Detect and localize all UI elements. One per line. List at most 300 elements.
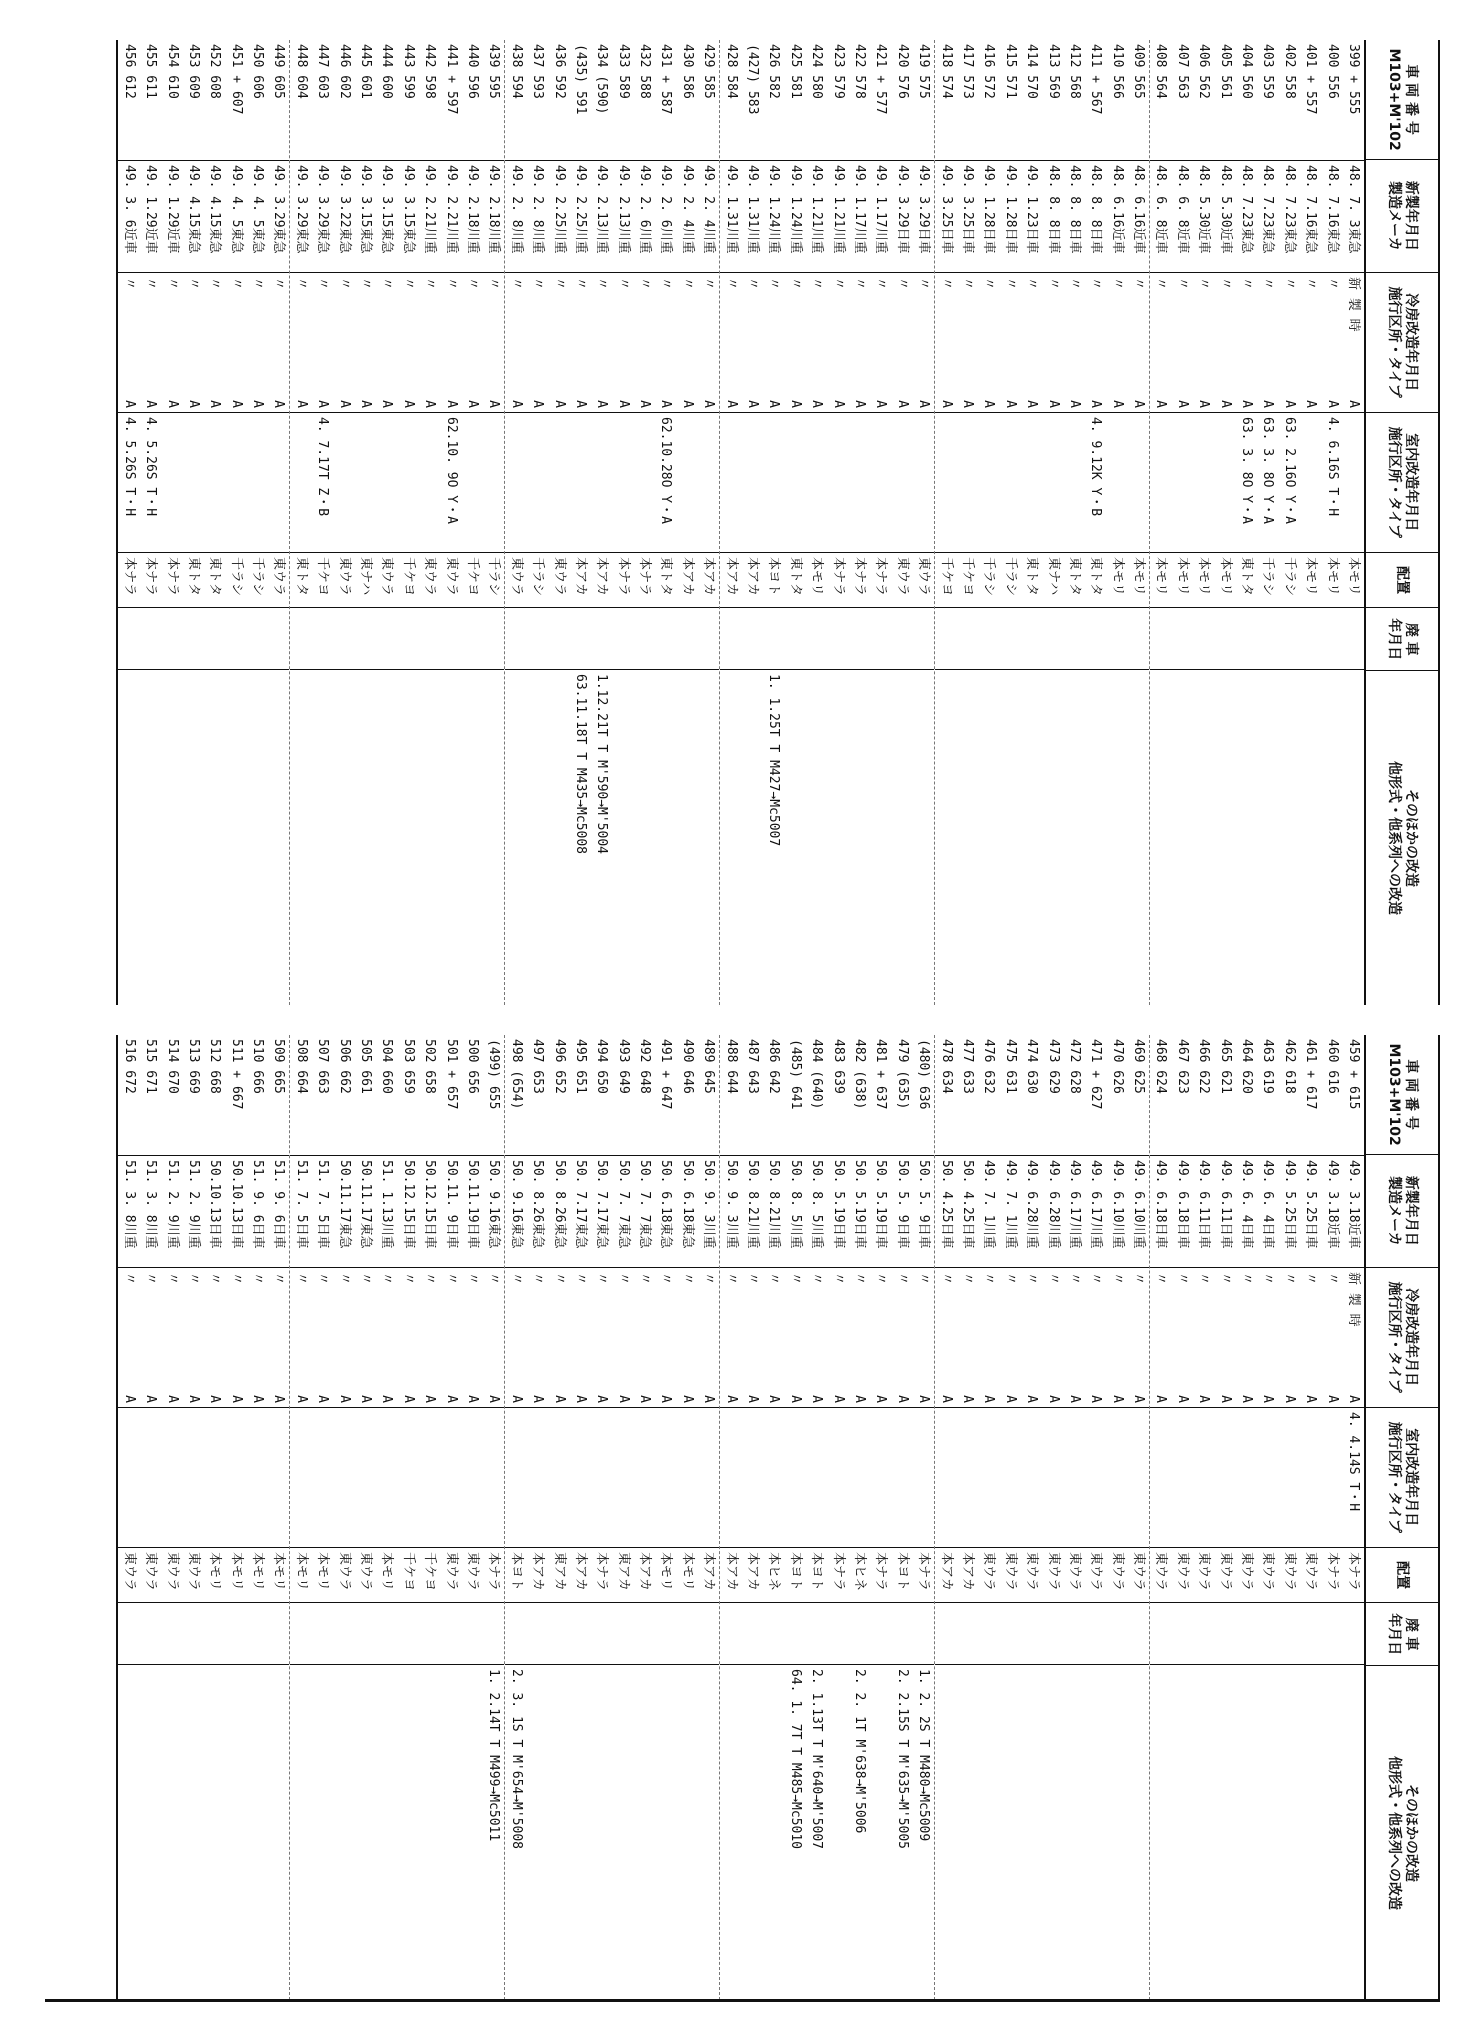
mfg-date-cell: 50. 8. 5川重 <box>784 1155 805 1267</box>
car-no-cell: 445 601 <box>358 44 374 99</box>
car-no-cell: 463 619 <box>1260 1039 1276 1094</box>
deleted-date-cell <box>891 607 912 669</box>
ac-mod-cell <box>225 272 246 412</box>
depot-cell: 本ナラ <box>118 552 139 607</box>
car-no-cell: 506 662 <box>336 1039 352 1094</box>
interior-mod-cell <box>548 412 569 552</box>
ac-mod-text: 〃 <box>981 277 997 291</box>
car-no-cell: 508 664 <box>293 1039 309 1094</box>
ac-mod-cell <box>1021 272 1042 412</box>
table-row <box>677 1035 698 2000</box>
header-other-r-line2: 他形式・他系列への改造 <box>1386 1756 1402 1911</box>
ac-mod-cell <box>183 272 204 412</box>
interior-mod-cell <box>527 412 548 552</box>
other-mod-cell <box>698 669 719 1005</box>
ac-mod-text: 新 製 時 <box>1346 1272 1361 1327</box>
deleted-date-cell <box>355 607 376 669</box>
interior-mod-cell <box>419 412 440 552</box>
deleted-date-cell <box>1128 607 1149 669</box>
ac-mod-cell <box>419 272 440 412</box>
ac-mod-text: 〃 <box>508 277 524 291</box>
ac-mod-cell <box>870 1267 891 1407</box>
table-row <box>312 40 333 1005</box>
ac-mod-cell <box>1193 1267 1214 1407</box>
car-no-cell: 503 659 <box>400 1039 416 1094</box>
interior-mod-cell <box>183 1407 204 1547</box>
other-mod-cell <box>742 669 763 1005</box>
other-mod-cell: 2. 1.13T T M'640→M'5007 <box>806 1664 827 2000</box>
table-row <box>591 40 612 1005</box>
table-row <box>1128 1035 1149 2000</box>
depot-cell: 東トタ <box>290 552 311 607</box>
ac-mod-text: 〃 <box>1303 1272 1319 1286</box>
ac-mod-text: 〃 <box>358 1272 374 1286</box>
ac-type: A <box>508 400 524 408</box>
ac-mod-cell <box>677 272 698 412</box>
depot-cell: 本モリ <box>1171 552 1192 607</box>
mfg-date-cell: 48. 5.30近車 <box>1193 160 1214 272</box>
mfg-date-cell: 49. 3.29日車 <box>913 160 934 272</box>
car-no-cell: 504 660 <box>379 1039 395 1094</box>
depot-cell: 東ウラ <box>268 552 289 607</box>
car-no-cell: (485) 641 <box>787 1039 803 1110</box>
depot-cell: 千ラシ <box>999 552 1020 607</box>
ac-mod-text: 〃 <box>679 277 695 291</box>
deleted-date-cell <box>1171 607 1192 669</box>
ac-mod-cell <box>527 272 548 412</box>
car-no-cell: 447 603 <box>315 44 331 99</box>
ac-mod-text: 〃 <box>1109 1272 1125 1286</box>
car-no-cell: 428 584 <box>723 44 739 99</box>
interior-mod-cell <box>935 412 956 552</box>
table-row <box>849 40 870 1005</box>
interior-mod-cell: 62.10. 9O Y・A <box>440 412 461 552</box>
mfg-date-cell: 49. 1.28日車 <box>999 160 1020 272</box>
ac-mod-text: 〃 <box>1303 277 1319 291</box>
table-header-right <box>1364 1035 1440 2000</box>
table-row <box>763 40 784 1005</box>
ac-mod-cell <box>483 1267 504 1407</box>
deleted-date-cell <box>118 607 139 669</box>
ac-type: A <box>1217 400 1233 408</box>
mfg-date-cell: 49. 1.28日車 <box>978 160 999 272</box>
ac-mod-text: 〃 <box>830 1272 846 1286</box>
ac-type: A <box>745 400 761 408</box>
depot-cell: 東ウラ <box>1021 1547 1042 1602</box>
mfg-date-cell: 49. 4.15東急 <box>204 160 225 272</box>
table-row <box>462 1035 483 2000</box>
ac-type: A <box>185 400 201 408</box>
ac-mod-cell <box>204 272 225 412</box>
interior-mod-cell <box>505 412 526 552</box>
ac-mod-cell <box>806 272 827 412</box>
ac-type: A <box>530 400 546 408</box>
ac-mod-text: 〃 <box>121 277 137 291</box>
deleted-date-cell <box>290 607 311 669</box>
mfg-date-cell: 48. 5.30近車 <box>1214 160 1235 272</box>
header-other-line1: そのほかの改造 <box>1403 789 1419 888</box>
depot-cell: 本モリ <box>1300 552 1321 607</box>
ac-mod-cell <box>1106 1267 1127 1407</box>
ac-mod-text: 〃 <box>959 277 975 291</box>
other-mod-cell <box>999 669 1020 1005</box>
depot-cell: 本アカ <box>634 1547 655 1602</box>
table-row <box>247 1035 268 2000</box>
interior-mod-cell <box>1128 1407 1149 1547</box>
other-mod-cell <box>118 1664 139 2000</box>
ac-type: A <box>443 1395 459 1403</box>
mfg-date-cell: 49. 2.25川重 <box>548 160 569 272</box>
interior-mod-cell <box>655 1407 676 1547</box>
table-row <box>1171 1035 1192 2000</box>
mfg-date-cell: 50. 6.18東急 <box>677 1155 698 1267</box>
other-mod-cell <box>397 1664 418 2000</box>
ac-mod-cell <box>570 272 591 412</box>
ac-type: A <box>551 400 567 408</box>
ac-mod-text: 〃 <box>293 277 309 291</box>
car-no-cell: 473 629 <box>1045 1039 1061 1094</box>
mfg-date-cell: 49. 2.21川重 <box>440 160 461 272</box>
ac-type: A <box>443 400 459 408</box>
ac-mod-cell <box>1214 272 1235 412</box>
interior-mod-cell <box>397 1407 418 1547</box>
depot-cell: 東ウラ <box>140 1547 161 1602</box>
interior-mod-cell <box>1106 1407 1127 1547</box>
depot-cell: 東ナハ <box>355 552 376 607</box>
car-no-cell: 476 632 <box>981 1039 997 1094</box>
depot-cell: 本モリ <box>1343 552 1364 607</box>
other-mod-cell <box>1021 669 1042 1005</box>
ac-type: A <box>766 1395 782 1403</box>
table-row <box>612 1035 633 2000</box>
car-no-cell: 411 + 567 <box>1088 44 1104 115</box>
ac-type: A <box>1239 1395 1255 1403</box>
car-no-cell: 459 + 615 <box>1346 1039 1361 1110</box>
car-no-cell: 438 594 <box>508 44 524 99</box>
interior-mod-cell <box>1278 1407 1299 1547</box>
ac-type: A <box>981 1395 997 1403</box>
other-mod-cell <box>698 1664 719 2000</box>
depot-cell: 本アカ <box>698 552 719 607</box>
deleted-date-cell <box>247 1602 268 1664</box>
header-depot <box>1366 552 1438 608</box>
header-ac-r <box>1366 1267 1438 1407</box>
interior-mod-cell: 4. 5.26S T・H <box>140 412 161 552</box>
deleted-date-cell <box>763 1602 784 1664</box>
car-no-cell: 422 578 <box>852 44 868 99</box>
depot-cell: 東ナハ <box>1042 552 1063 607</box>
ac-mod-cell <box>957 1267 978 1407</box>
depot-cell: 東トタ <box>1085 552 1106 607</box>
ac-mod-cell <box>913 1267 934 1407</box>
interior-mod-cell: 63. 3. 8O Y・A <box>1236 412 1257 552</box>
ac-mod-cell <box>1343 272 1364 412</box>
car-no-cell: 402 558 <box>1281 44 1297 99</box>
other-mod-cell <box>1343 669 1364 1005</box>
ac-type: A <box>207 400 223 408</box>
deleted-date-cell <box>483 607 504 669</box>
ac-type: A <box>164 400 180 408</box>
header-mfg-r-line2: 製造メーカ <box>1386 1176 1402 1246</box>
interior-mod-cell <box>118 1407 139 1547</box>
mfg-date-cell: 49. 3.15東急 <box>376 160 397 272</box>
table-row <box>1064 1035 1085 2000</box>
ac-type: A <box>250 1395 266 1403</box>
mfg-date-cell: 49. 2. 6川重 <box>634 160 655 272</box>
mfg-date-cell: 51. 7. 5日車 <box>312 1155 333 1267</box>
interior-mod-cell <box>612 1407 633 1547</box>
header-interior-line2: 施行区所・タイプ <box>1386 426 1402 538</box>
depot-cell: 千ケヨ <box>935 552 956 607</box>
ac-mod-text: 〃 <box>1217 277 1233 291</box>
table-row <box>719 40 741 1005</box>
table-row <box>548 1035 569 2000</box>
ac-type: A <box>1281 400 1297 408</box>
ac-type: A <box>572 1395 588 1403</box>
car-no-cell: 431 + 587 <box>658 44 674 115</box>
deleted-date-cell <box>1021 1602 1042 1664</box>
car-no-cell: 400 556 <box>1324 44 1340 99</box>
interior-mod-cell <box>634 1407 655 1547</box>
depot-cell: 本ヒネ <box>849 1547 870 1602</box>
ac-mod-text: 〃 <box>1002 277 1018 291</box>
right-border-rule <box>45 1999 1440 2002</box>
deleted-date-cell <box>440 1602 461 1664</box>
car-no-cell: 452 608 <box>207 44 223 99</box>
other-mod-cell <box>1193 669 1214 1005</box>
ac-mod-text: 〃 <box>894 1272 910 1286</box>
interior-mod-cell <box>870 1407 891 1547</box>
mfg-date-cell: 48. 8. 8日車 <box>1042 160 1063 272</box>
table-row <box>483 40 504 1005</box>
ac-type: A <box>873 1395 889 1403</box>
ac-mod-text: 〃 <box>143 277 159 291</box>
ac-type: A <box>894 400 910 408</box>
mfg-date-cell: 50. 5. 9日車 <box>913 1155 934 1267</box>
interior-mod-cell <box>891 1407 912 1547</box>
ac-mod-text: 〃 <box>1174 1272 1190 1286</box>
car-no-cell: 455 611 <box>143 44 159 99</box>
deleted-date-cell <box>440 607 461 669</box>
deleted-date-cell <box>1214 607 1235 669</box>
depot-cell: 本モリ <box>806 552 827 607</box>
deleted-date-cell <box>1321 607 1342 669</box>
depot-cell: 本モリ <box>1214 552 1235 607</box>
deleted-date-cell <box>1150 1602 1171 1664</box>
ac-type: A <box>959 1395 975 1403</box>
ac-type: A <box>809 400 825 408</box>
ac-type: A <box>1196 1395 1212 1403</box>
ac-mod-text: 〃 <box>787 277 803 291</box>
depot-cell: 本ヨト <box>806 1547 827 1602</box>
other-mod-cell <box>957 1664 978 2000</box>
ac-mod-cell <box>957 272 978 412</box>
ac-type: A <box>1066 1395 1082 1403</box>
deleted-date-cell <box>1214 1602 1235 1664</box>
car-no-cell: 413 569 <box>1045 44 1061 99</box>
other-mod-cell <box>612 1664 633 2000</box>
depot-cell: 東ウラ <box>419 552 440 607</box>
ac-mod-text: 〃 <box>1260 1272 1276 1286</box>
ac-type: A <box>400 400 416 408</box>
deleted-date-cell <box>505 607 526 669</box>
car-no-cell: 403 559 <box>1260 44 1276 99</box>
ac-mod-text: 新 製 時 <box>1346 277 1361 332</box>
depot-cell: 東ウラ <box>1064 1547 1085 1602</box>
ac-mod-cell <box>527 1267 548 1407</box>
deleted-date-cell <box>333 607 354 669</box>
ac-type: A <box>787 400 803 408</box>
ac-mod-text: 〃 <box>701 277 717 291</box>
deleted-date-cell <box>849 1602 870 1664</box>
interior-mod-cell <box>827 412 848 552</box>
car-no-cell: 399 + 555 <box>1346 44 1361 115</box>
depot-cell: 本アカ <box>591 552 612 607</box>
depot-cell: 東トタ <box>204 552 225 607</box>
car-no-cell: 481 + 637 <box>873 1039 889 1110</box>
other-mod-cell <box>225 1664 246 2000</box>
depot-cell: 本アカ <box>935 1547 956 1602</box>
ac-type: A <box>873 400 889 408</box>
ac-mod-text: 〃 <box>336 1272 352 1286</box>
mfg-date-cell: 49. 4. 5東急 <box>225 160 246 272</box>
depot-cell: 東ウラ <box>1085 1547 1106 1602</box>
other-mod-cell <box>1106 1664 1127 2000</box>
car-no-cell: 505 661 <box>358 1039 374 1094</box>
ac-mod-cell <box>720 272 741 412</box>
depot-cell: 東ウラ <box>440 552 461 607</box>
ac-mod-text: 〃 <box>594 277 610 291</box>
ac-mod-text: 〃 <box>894 277 910 291</box>
interior-mod-cell <box>806 1407 827 1547</box>
other-mod-cell <box>913 669 934 1005</box>
deleted-date-cell <box>634 607 655 669</box>
car-no-cell: 465 621 <box>1217 1039 1233 1094</box>
car-no-cell: 478 634 <box>938 1039 954 1094</box>
mfg-date-cell: 48. 6. 8近車 <box>1150 160 1171 272</box>
other-mod-cell: 1.12.21T T M'590→M'5004 <box>591 669 612 1005</box>
car-no-cell: 407 563 <box>1174 44 1190 99</box>
car-no-cell: 477 633 <box>959 1039 975 1094</box>
interior-mod-cell <box>784 412 805 552</box>
interior-mod-cell: 4. 7.17T Z・B <box>312 412 333 552</box>
other-mod-cell <box>462 669 483 1005</box>
depot-cell: 本アカ <box>742 1547 763 1602</box>
car-no-cell: 466 622 <box>1196 1039 1212 1094</box>
table-row <box>504 40 526 1005</box>
mfg-date-cell: 48. 7.16東急 <box>1300 160 1321 272</box>
mfg-date-cell: 49. 6.11日車 <box>1214 1155 1235 1267</box>
deleted-date-cell <box>720 607 741 669</box>
interior-mod-cell <box>333 1407 354 1547</box>
car-no-cell: 419 575 <box>916 44 932 99</box>
mfg-date-cell: 49. 2. 8川重 <box>527 160 548 272</box>
ac-mod-cell <box>118 1267 139 1407</box>
ac-type: A <box>701 400 717 408</box>
ac-mod-text: 〃 <box>1260 277 1276 291</box>
car-no-cell: 509 665 <box>271 1039 287 1094</box>
ac-type: A <box>121 400 137 408</box>
ac-mod-cell <box>397 272 418 412</box>
mfg-date-cell: 49. 2. 6川重 <box>655 160 676 272</box>
depot-cell: 千ケヨ <box>397 552 418 607</box>
ac-mod-text: 〃 <box>228 1272 244 1286</box>
table-row <box>957 40 978 1005</box>
car-no-cell: 471 + 627 <box>1088 1039 1104 1110</box>
header-deleted <box>1366 607 1438 670</box>
mfg-date-cell: 49. 2.18川重 <box>483 160 504 272</box>
other-mod-cell: 64. 1. 7T T M485→Mc5010 <box>784 1664 805 2000</box>
mfg-date-cell: 49. 4. 5東急 <box>247 160 268 272</box>
header-mfg-line2: 製造メーカ <box>1386 181 1402 251</box>
mfg-date-cell: 49. 1.29近車 <box>140 160 161 272</box>
depot-cell: 本ナラ <box>483 1547 504 1602</box>
ac-mod-text: 〃 <box>443 277 459 291</box>
ac-mod-text: 〃 <box>572 1272 588 1286</box>
deleted-date-cell <box>1106 607 1127 669</box>
ac-type: A <box>679 1395 695 1403</box>
deleted-date-cell <box>419 1602 440 1664</box>
ac-mod-cell <box>1278 272 1299 412</box>
ac-type: A <box>787 1395 803 1403</box>
header-car-no-line2: M103+M'102 <box>1386 48 1402 151</box>
ac-type: A <box>358 400 374 408</box>
ac-mod-cell <box>440 272 461 412</box>
ac-mod-text: 〃 <box>809 1272 825 1286</box>
interior-mod-cell <box>419 1407 440 1547</box>
other-mod-cell <box>591 1664 612 2000</box>
depot-cell: 東ウラ <box>548 552 569 607</box>
other-mod-cell <box>978 669 999 1005</box>
car-no-cell: 433 589 <box>615 44 631 99</box>
mfg-date-cell: 49. 7. 1川重 <box>999 1155 1020 1267</box>
deleted-date-cell <box>140 607 161 669</box>
depot-cell: 東ウラ <box>118 1547 139 1602</box>
table-row <box>870 1035 891 2000</box>
interior-mod-cell <box>1150 1407 1171 1547</box>
ac-mod-text: 〃 <box>207 1272 223 1286</box>
mfg-date-cell: 49. 1.29近車 <box>161 160 182 272</box>
header-car-no <box>1366 40 1438 159</box>
interior-mod-cell <box>1171 412 1192 552</box>
interior-mod-cell <box>1042 412 1063 552</box>
ac-mod-cell <box>978 1267 999 1407</box>
table-row <box>1106 40 1127 1005</box>
other-mod-cell <box>290 1664 311 2000</box>
ac-mod-cell <box>1171 1267 1192 1407</box>
deleted-date-cell <box>957 607 978 669</box>
ac-mod-text: 〃 <box>486 277 502 291</box>
ac-mod-text: 〃 <box>745 1272 761 1286</box>
deleted-date-cell <box>225 607 246 669</box>
interior-mod-cell <box>957 412 978 552</box>
deleted-date-cell <box>591 1602 612 1664</box>
car-no-cell: 494 650 <box>594 1039 610 1094</box>
ac-type: A <box>981 400 997 408</box>
mfg-date-cell: 50. 9.16東急 <box>505 1155 526 1267</box>
car-no-cell: 442 598 <box>422 44 438 99</box>
ac-mod-cell <box>870 272 891 412</box>
table-header <box>1364 40 1440 1005</box>
other-mod-cell <box>1064 669 1085 1005</box>
interior-mod-cell: 63. 3. 8O Y・A <box>1257 412 1278 552</box>
depot-cell: 本アカ <box>720 552 741 607</box>
header-car-no-r-line2: M103+M'102 <box>1386 1043 1402 1146</box>
deleted-date-cell <box>161 607 182 669</box>
car-no-cell: 492 648 <box>637 1039 653 1094</box>
other-mod-cell <box>527 669 548 1005</box>
deleted-date-cell <box>870 607 891 669</box>
